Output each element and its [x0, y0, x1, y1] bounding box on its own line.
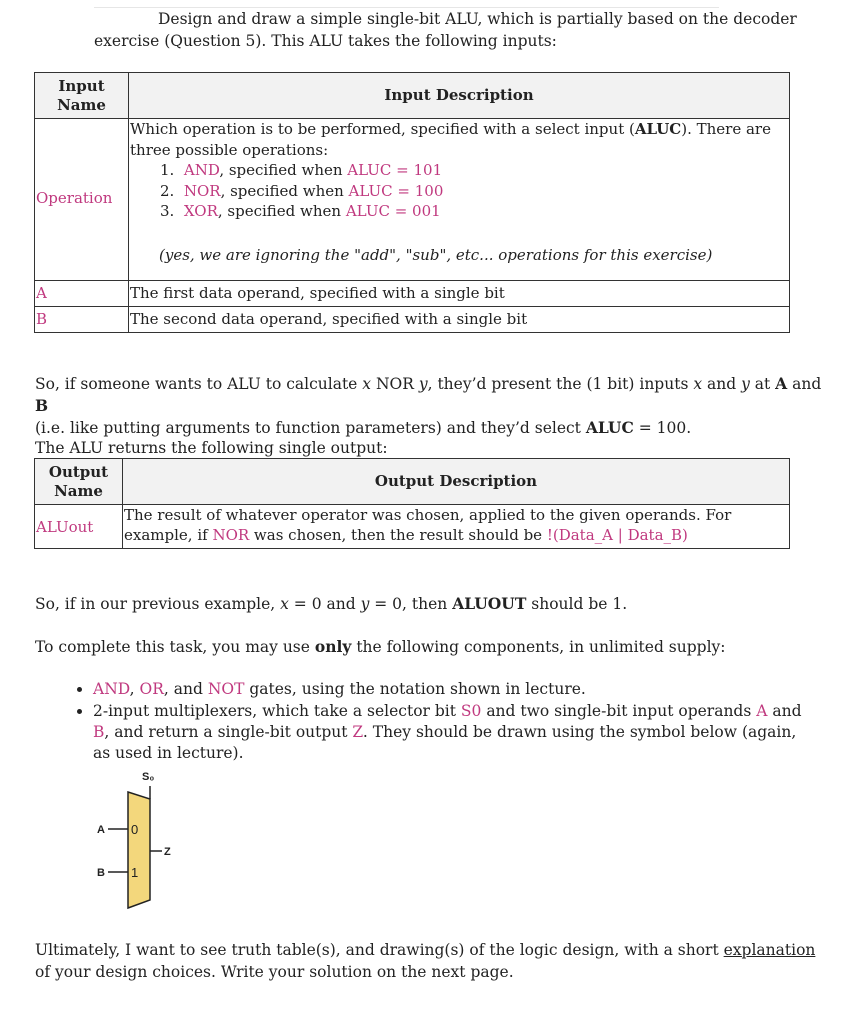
mux-select-label: S₀ [142, 771, 155, 783]
output-table [34, 458, 790, 549]
input-a-row [35, 281, 790, 307]
mux-output-label: Z [164, 846, 171, 858]
list-item: • 2-input multiplexers, which take a selector bit S0 and two single-bit input operands A and B, and return a single-bit output Z. They should be drawn using the symbol below (again, as used in lecture). [93, 701, 808, 764]
intro-line-2: exercise (Question 5). This ALU takes the following inputs: [94, 32, 557, 50]
input-a-name: A [35, 281, 129, 307]
output-table-header [35, 459, 790, 505]
input-desc-header: Input Description [129, 73, 790, 119]
mux-port-0-label: 0 [131, 822, 139, 837]
operation-name: Operation [35, 119, 129, 281]
input-table-header [35, 73, 790, 119]
aluout-desc: The result of whatever operator was chosen, applied to the given operands. For example, if NOR was chosen, then the result should be !(Data_A | Data_B) [123, 505, 790, 549]
nor-example-paragraph: So, if someone wants to ALU to calculate x NOR y, they’d present the (1 bit) inputs x and y at A and B (i.e. like putting arguments to function parameters) and they’d select ALUC = 100. [35, 374, 822, 437]
mux-diagram [90, 768, 220, 914]
operation-list [130, 160, 789, 222]
mux-port-1-label: 1 [131, 865, 139, 880]
input-b-name: B [35, 307, 129, 333]
operation-item: 2. NOR, specified when ALUC = 100 [160, 181, 444, 200]
operation-note: (yes, we are ignoring the "add", "sub", etc... operations for this exercise) [159, 245, 713, 264]
example-paragraph: So, if in our previous example, x = 0 and y = 0, then ALUOUT should be 1. [35, 594, 628, 613]
components-paragraph: To complete this task, you may use only the following components, in unlimited supply: [35, 637, 726, 656]
operation-item: 3. XOR, specified when ALUC = 001 [160, 202, 441, 220]
input-table [34, 72, 790, 333]
explanation-link[interactable]: explanation [723, 941, 816, 959]
aluout-name: ALUout [35, 505, 123, 549]
mux-input-a-label: A [97, 824, 105, 836]
input-name-header: Input Name [35, 73, 129, 119]
intro-paragraph [94, 8, 834, 52]
closing-paragraph: Ultimately, I want to see truth table(s), and drawing(s) of the logic design, with a short explanation of your design choices. Write your solution on the next page. [35, 941, 816, 981]
operation-item: 1. AND, specified when ALUC = 101 [160, 161, 443, 179]
operation-desc: Which operation is to be performed, specified with a select input (ALUC). There are three possible operations: 1. AND, specified when ALUC = 101 2. NOR, specified when ALUC = 100 3. XOR, specified when ALUC = 001 (yes, we are ignoring the "add", "sub", etc... operations for this exercise) [129, 119, 790, 281]
mux-input-b-label: B [97, 867, 105, 879]
components-list [58, 679, 808, 765]
input-b-row [35, 307, 790, 333]
mux-body [128, 792, 150, 908]
intro-line-1: Design and draw a simple single-bit ALU, which is partially based on the decoder [158, 10, 797, 28]
input-a-desc: The first data operand, specified with a single bit [129, 281, 790, 307]
operation-row [35, 119, 790, 281]
output-intro: The ALU returns the following single output: [35, 439, 388, 457]
list-item: • AND, OR, and NOT gates, using the notation shown in lecture. [93, 679, 808, 700]
input-b-desc: The second data operand, specified with a single bit [129, 307, 790, 333]
output-desc-header: Output Description [123, 459, 790, 505]
output-name-header: Output Name [35, 459, 123, 505]
aluout-row [35, 505, 790, 549]
